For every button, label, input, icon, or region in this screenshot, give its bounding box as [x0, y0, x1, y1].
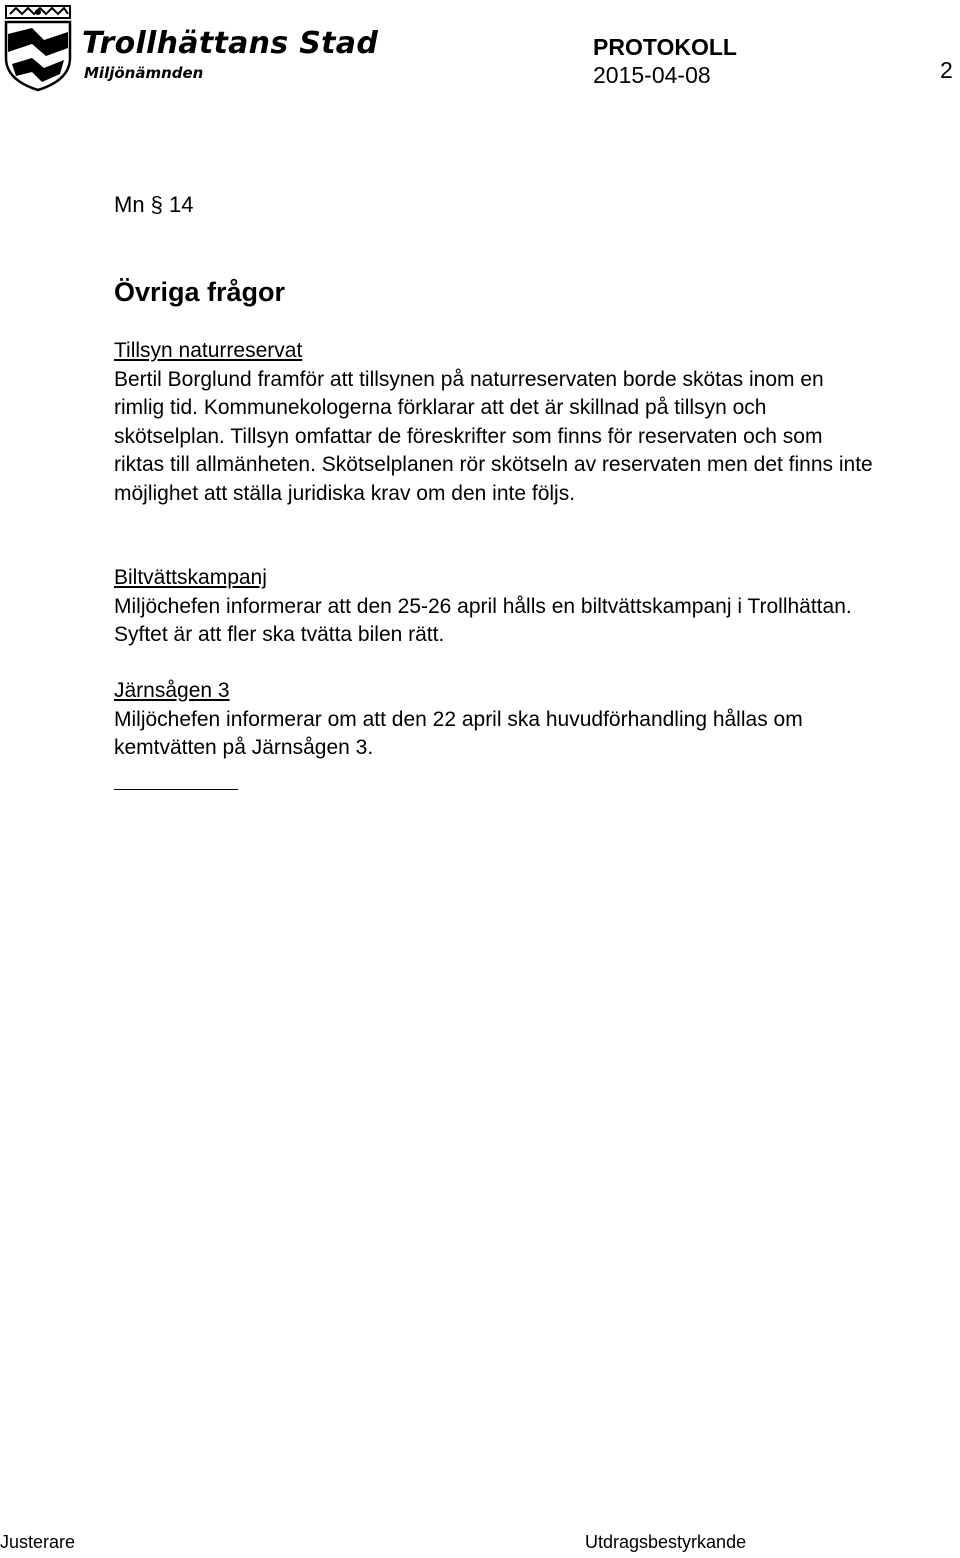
item-body: Miljöchefen informerar att den 25-26 april hålls en biltvättskampanj i Trollhättan. Syftet är att fler ska tvätta bilen rätt.	[114, 594, 852, 646]
item-heading: Järnsågen 3	[114, 679, 230, 702]
item-heading: Biltvättskampanj	[114, 566, 267, 589]
page-header	[0, 0, 960, 100]
end-rule	[114, 789, 238, 790]
item-body: Miljöchefen informerar om att den 22 april ska huvudförhandling hållas om kemtvätten på Järnsågen 3.	[114, 707, 803, 759]
coat-of-arms-logo	[2, 2, 74, 92]
agenda-item	[114, 677, 874, 763]
section-title: Övriga frågor	[114, 277, 286, 307]
footer-utdragsbestyrkande: Utdragsbestyrkande	[585, 1532, 747, 1552]
agenda-item	[114, 564, 874, 650]
page-number: 2	[940, 57, 953, 83]
organization-name: Trollhättans Stad	[82, 26, 379, 61]
document-date: 2015-04-08	[593, 62, 711, 88]
agenda-item	[114, 337, 874, 508]
document-type: PROTOKOLL	[593, 34, 737, 60]
paragraph-reference: Mn § 14	[114, 192, 194, 217]
item-heading: Tillsyn naturreservat	[114, 339, 303, 362]
department-name: Miljönämnden	[84, 64, 204, 82]
footer-justerare: Justerare	[0, 1532, 76, 1552]
item-body: Bertil Borglund framför att tillsynen på naturreservaten borde skötas inom en rimlig tid. Kommunekologerna förklarar att det är skillnad på tillsyn och skötselplan. Tillsyn omfattar de föreskrifter som finns för reservaten och som riktas till allmänheten. Skötselplanen rör skötseln av reservaten men det finns inte möjlighet att ställa juridiska krav om den inte följs.	[114, 367, 873, 505]
